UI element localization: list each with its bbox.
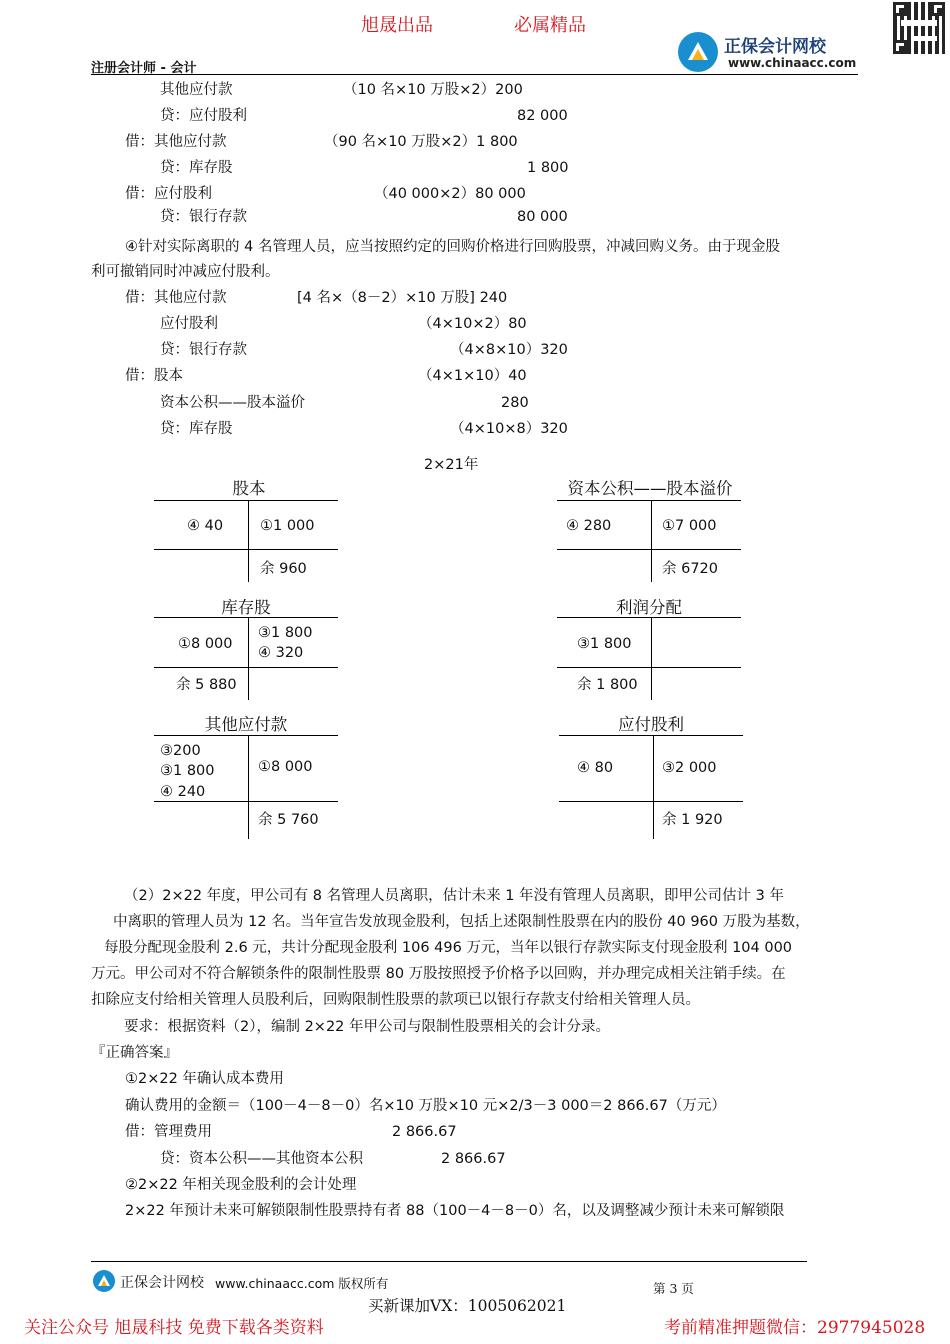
entry-text: 贷：银行存款 bbox=[160, 209, 247, 225]
footer-copyright: www.chinaacc.com 版权所有 bbox=[215, 1276, 389, 1291]
t-account-balance: 余 1 920 bbox=[662, 812, 723, 828]
t-account-balance: 余 960 bbox=[260, 561, 307, 577]
t-account-mid-line bbox=[154, 667, 338, 668]
entry-text: 借：其他应付款 bbox=[125, 134, 227, 150]
requirement: 要求：根据资料（2），编制 2×22 年甲公司与限制性股票相关的会计分录。 bbox=[124, 1019, 611, 1035]
t-account-vertical-line bbox=[248, 617, 249, 700]
entry-text: 其他应付款 bbox=[160, 82, 233, 98]
footer-logo-icon bbox=[93, 1270, 115, 1292]
entry-text: 资本公积——股本溢价 bbox=[160, 395, 305, 411]
t-account-debit-entry: ③1 800 bbox=[577, 636, 632, 652]
paragraph-line: （2）2×22 年度，甲公司有 8 名管理人员离职，估计未来 1 年没有管理人员离职，即甲公司估计 3 年 bbox=[124, 888, 784, 904]
footer-rule bbox=[91, 1261, 807, 1262]
t-account-debit-entry: ①8 000 bbox=[178, 636, 233, 652]
header-rule bbox=[91, 74, 858, 75]
t-account-balance: 余 5 880 bbox=[176, 677, 237, 693]
header-slogan-right: 必属精品 bbox=[514, 15, 586, 36]
t-account-balance: 余 1 800 bbox=[577, 677, 638, 693]
entry-text: 借：其他应付款 bbox=[125, 290, 227, 306]
logo-url: www.chinaacc.com bbox=[728, 56, 857, 70]
entry-amount: 2 866.67 bbox=[392, 1124, 457, 1140]
entry-amount: 1 800 bbox=[527, 160, 569, 176]
t-account-top-line bbox=[557, 500, 741, 501]
entry-amount: （4×10×2）80 bbox=[418, 316, 527, 332]
t-account-vertical-line bbox=[248, 500, 249, 582]
t-account-credit-entry: ①7 000 bbox=[662, 518, 717, 534]
entry-text: 借：应付股利 bbox=[125, 186, 212, 202]
entry-text: 贷：库存股 bbox=[160, 421, 233, 437]
t-account-mid-line bbox=[557, 549, 741, 550]
page-number: 第 3 页 bbox=[653, 1281, 694, 1296]
t-account-top-line bbox=[559, 735, 743, 736]
t-account-credit-entry: ③1 800 bbox=[258, 625, 313, 641]
t-account-title: 其他应付款 bbox=[204, 715, 288, 734]
t-account-credit-entry: ①1 000 bbox=[260, 518, 315, 534]
qr-code-icon bbox=[893, 2, 945, 54]
t-account-mid-line bbox=[559, 801, 743, 802]
t-account-title: 利润分配 bbox=[616, 598, 682, 617]
header-slogan-left: 旭晟出品 bbox=[361, 15, 433, 36]
logo-badge-icon bbox=[678, 32, 718, 72]
paragraph-line: 中离职的管理人员为 12 名。当年宣告发放现金股利，包括上述限制性股票在内的股份 40 960 万股为基数， bbox=[113, 914, 810, 930]
t-account-credit-entry: ④ 320 bbox=[258, 645, 304, 661]
paragraph-line: 每股分配现金股利 2.6 元，共计分配现金股利 106 496 万元，当年以银行存款实际支付现金股利 104 000 bbox=[104, 940, 793, 956]
t-account-mid-line bbox=[557, 667, 741, 668]
course-title: 注册会计师 - 会计 bbox=[91, 61, 197, 76]
entry-amount: （4×8×10）320 bbox=[450, 342, 568, 358]
t-account-debit-entry: ④ 80 bbox=[577, 760, 614, 776]
entry-amount: 2 866.67 bbox=[441, 1151, 506, 1167]
entry-text: 借：管理费用 bbox=[125, 1124, 212, 1140]
t-account-vertical-line bbox=[651, 617, 652, 700]
t-account-balance: 余 5 760 bbox=[258, 812, 319, 828]
t-account-debit-entry: ④ 240 bbox=[160, 784, 206, 800]
entry-text: 贷：应付股利 bbox=[160, 108, 247, 124]
t-account-mid-line bbox=[154, 549, 338, 550]
paragraph-line: 利可撤销同时冲减应付股利。 bbox=[91, 264, 280, 280]
answer-label: 『正确答案』 bbox=[91, 1045, 178, 1061]
paragraph-line: ④针对实际离职的 4 名管理人员，应当按照约定的回购价格进行回购股票，冲减回购义务。由于现金股 bbox=[125, 239, 780, 255]
t-account-top-line bbox=[154, 617, 338, 618]
t-account-debit-entry: ④ 40 bbox=[187, 518, 224, 534]
t-account-top-line bbox=[154, 500, 338, 501]
t-account-debit-entry: ③1 800 bbox=[160, 763, 215, 779]
t-account-vertical-line bbox=[248, 735, 249, 839]
entry-amount: 280 bbox=[501, 395, 529, 411]
entry-text: 贷：库存股 bbox=[160, 160, 233, 176]
footer-promo-right: 考前精准押题微信：2977945028 bbox=[664, 1318, 926, 1338]
t-account-title: 应付股利 bbox=[618, 715, 684, 734]
entry-amount: [4 名×（8－2）×10 万股] 240 bbox=[297, 290, 508, 306]
footer-brand: 正保会计网校 bbox=[120, 1275, 204, 1291]
t-account-balance: 余 6720 bbox=[662, 561, 719, 577]
t-account-title: 资本公积——股本溢价 bbox=[567, 479, 733, 498]
paragraph-line: 2×22 年预计未来可解锁限制性股票持有者 88（100－4－8－0）名，以及调整减少预计未来可解锁限 bbox=[125, 1203, 785, 1219]
calculation: 确认费用的金额＝（100－4－8－0）名×10 万股×10 元×2/3－3 000＝2 866.67（万元） bbox=[125, 1098, 726, 1114]
answer-step: ②2×22 年相关现金股利的会计处理 bbox=[125, 1177, 357, 1193]
year-label: 2×21年 bbox=[424, 457, 479, 473]
entry-amount: （4×1×10）40 bbox=[418, 368, 527, 384]
t-account-debit-entry: ③200 bbox=[160, 743, 201, 759]
entry-amount: 80 000 bbox=[517, 209, 568, 225]
entry-amount: 82 000 bbox=[517, 108, 568, 124]
footer-wechat-buy: 买新课加VX：1005062021 bbox=[368, 1297, 567, 1315]
entry-text: 贷：资本公积——其他资本公积 bbox=[160, 1151, 363, 1167]
paragraph-line: 扣除应支付给相关管理人员股利后，回购限制性股票的款项已以银行存款支付给相关管理人员。 bbox=[91, 992, 700, 1008]
entry-amount: （4×10×8）320 bbox=[450, 421, 568, 437]
entry-text: 贷：银行存款 bbox=[160, 342, 247, 358]
t-account-credit-entry: ③2 000 bbox=[662, 760, 717, 776]
paragraph-line: 万元。甲公司对不符合解锁条件的限制性股票 80 万股按照授予价格予以回购，并办理完成相关注销手续。在 bbox=[91, 966, 786, 982]
entry-amount: （10 名×10 万股×2）200 bbox=[343, 82, 523, 98]
entry-amount: （40 000×2）80 000 bbox=[374, 186, 526, 202]
entry-text: 应付股利 bbox=[160, 316, 218, 332]
entry-amount: （90 名×10 万股×2）1 800 bbox=[324, 134, 518, 150]
t-account-credit-entry: ①8 000 bbox=[258, 759, 313, 775]
chinaacc-logo bbox=[678, 30, 878, 76]
t-account-top-line bbox=[557, 617, 741, 618]
logo-name: 正保会计网校 bbox=[724, 37, 826, 57]
t-account-title: 股本 bbox=[232, 479, 266, 498]
answer-step: ①2×22 年确认成本费用 bbox=[125, 1071, 284, 1087]
t-account-vertical-line bbox=[651, 500, 652, 582]
t-account-title: 库存股 bbox=[221, 598, 271, 617]
t-account-top-line bbox=[154, 735, 338, 736]
t-account-debit-entry: ④ 280 bbox=[566, 518, 612, 534]
entry-text: 借：股本 bbox=[125, 368, 183, 384]
footer-promo-left: 关注公众号 旭晟科技 免费下载各类资料 bbox=[24, 1318, 324, 1338]
t-account-vertical-line bbox=[653, 735, 654, 839]
